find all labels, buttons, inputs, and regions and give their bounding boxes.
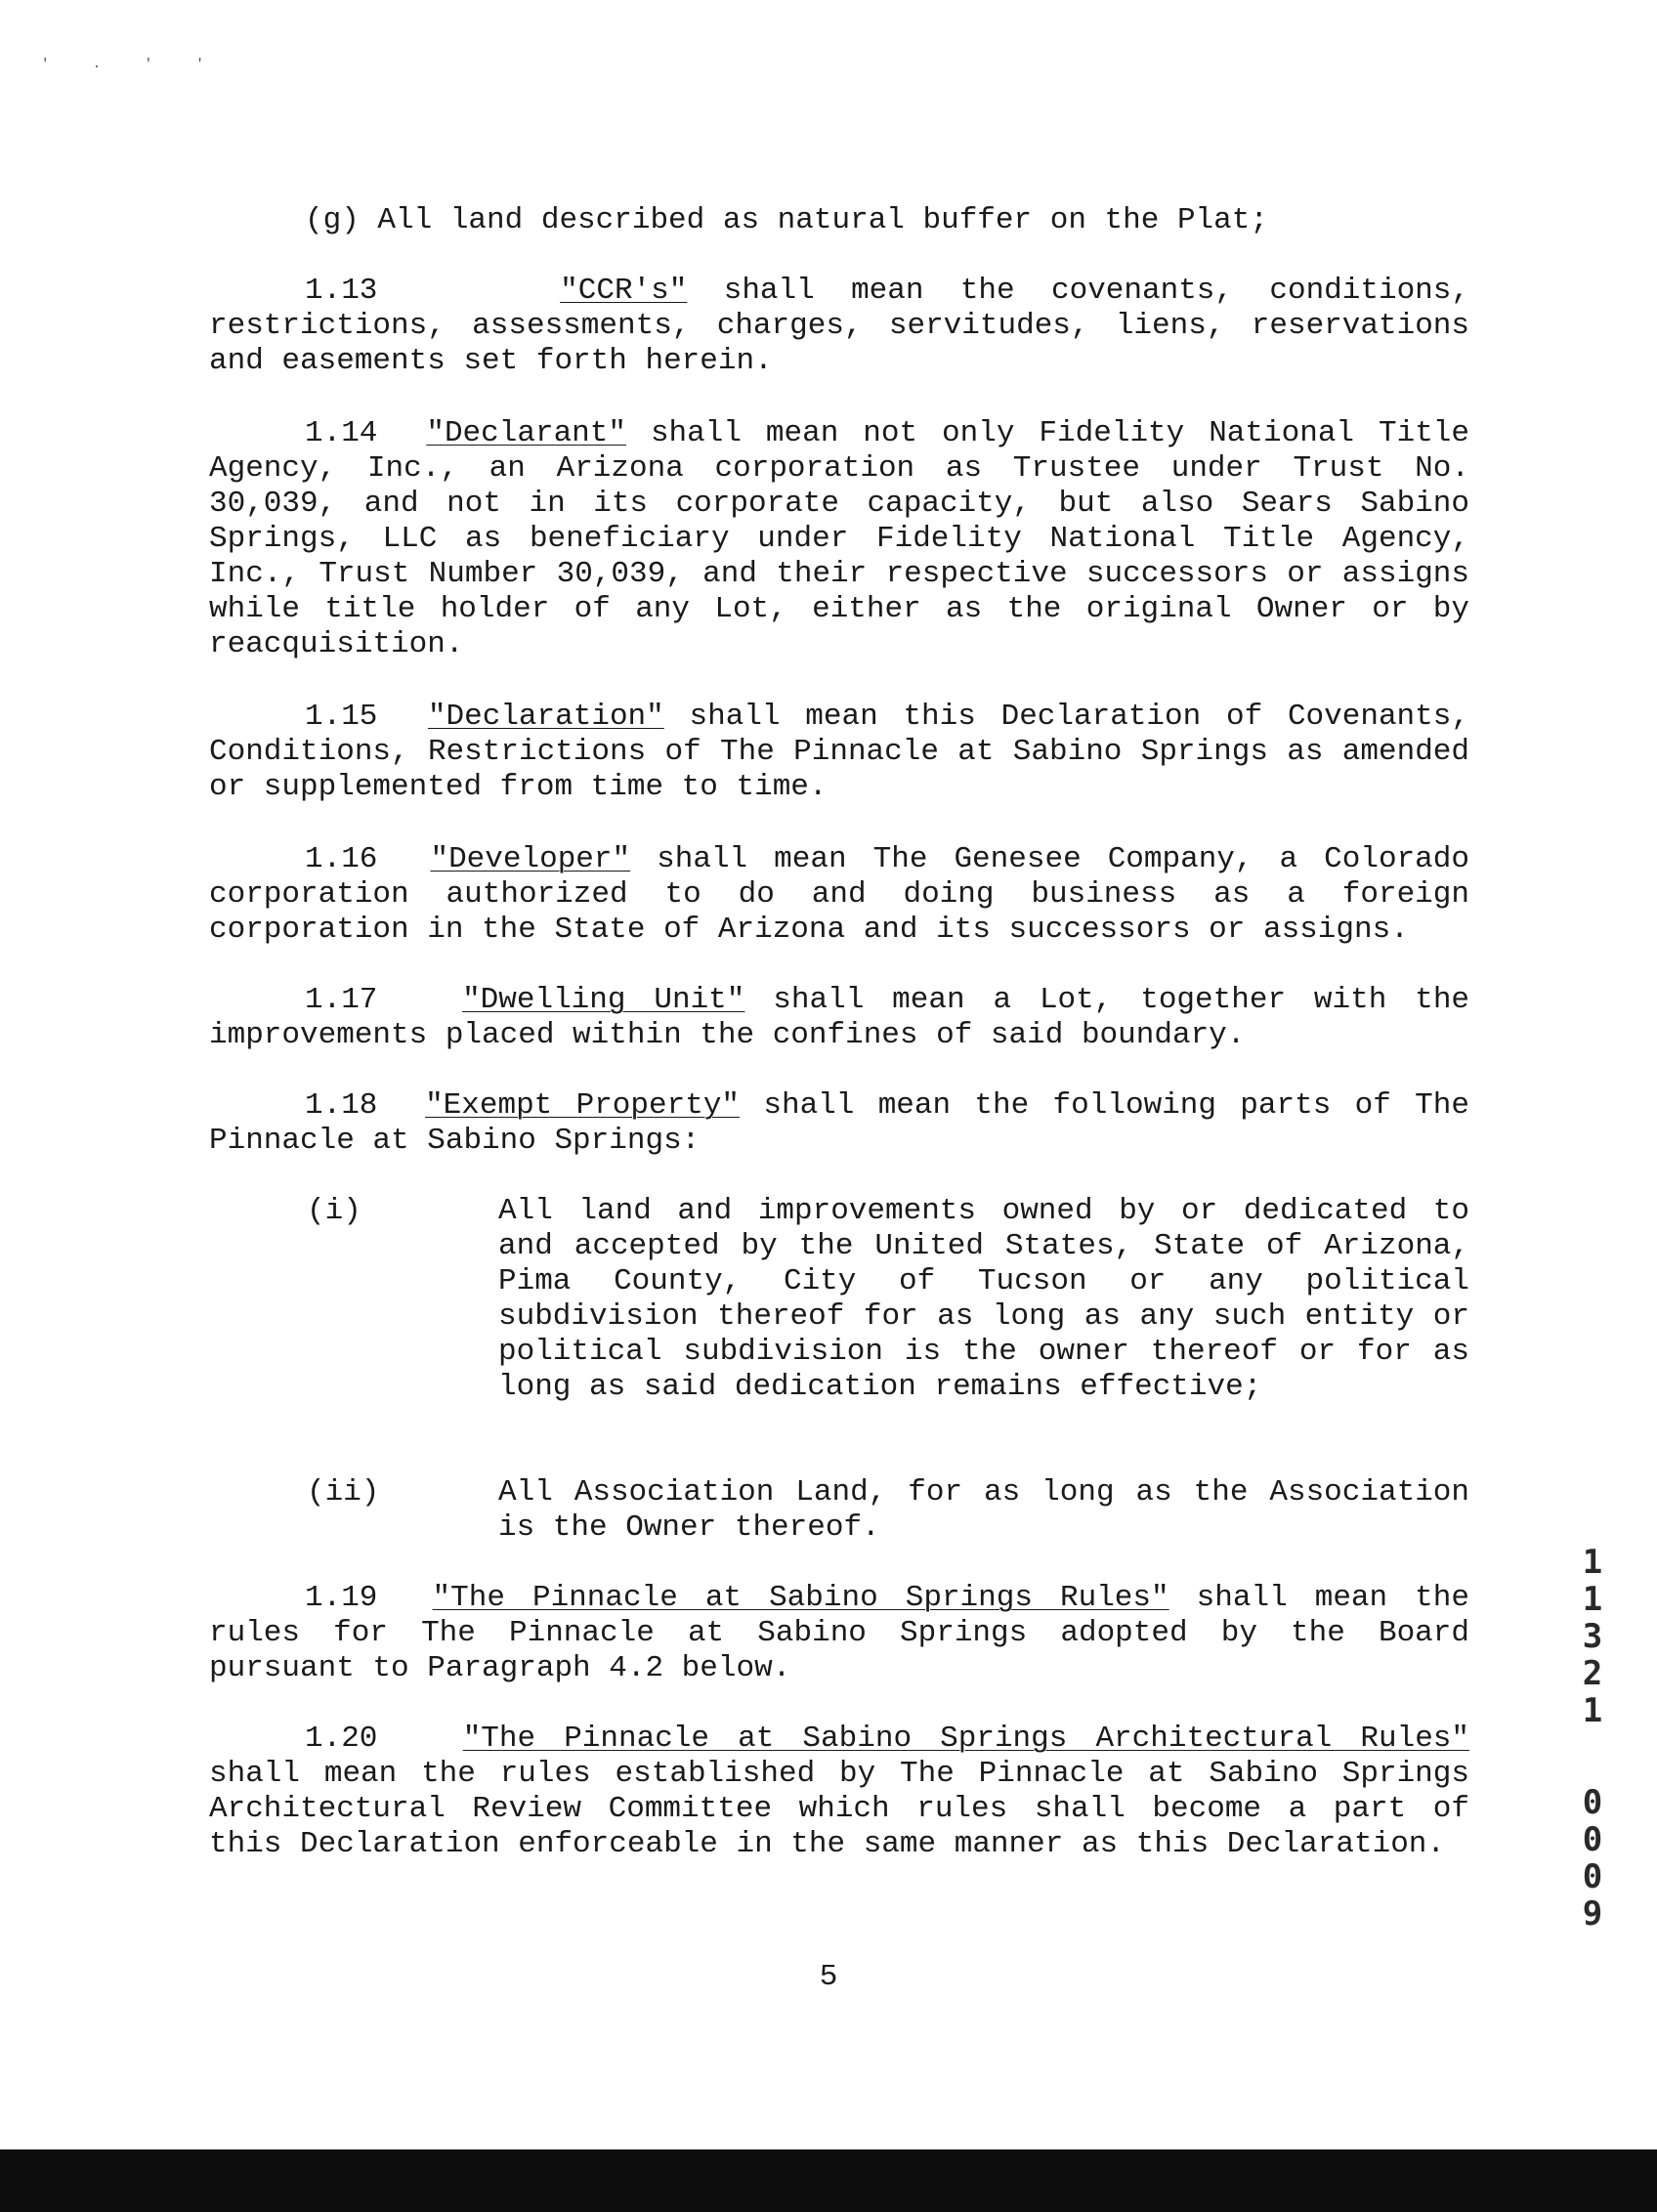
sub-item-ii-text: All Association Land, for as long as the Association is the Owner thereof.: [498, 1475, 1469, 1545]
definition-1-14: [209, 416, 1469, 662]
definition-body: shall mean a Lot, together with the improvements placed within the confines of said boundary.: [209, 983, 1470, 1052]
definition-body: shall mean the following parts of The Pinnacle at Sabino Springs:: [209, 1088, 1469, 1158]
recording-number-stamp: [1575, 1544, 1610, 1933]
section-number: 1.18: [305, 1088, 378, 1123]
definition-1-17: [209, 983, 1469, 1053]
sub-item-i-text: All land and improvements owned by or dedicated to and accepted by the United States, State of Arizona, Pima County, City of Tucson or any political subdivision thereof for as long as any such entity or political subdivision is the owner thereof or for as long as said dedication remains effective;: [498, 1194, 1469, 1404]
page-number: 5: [819, 1960, 838, 1994]
item-g: (g) All land described as natural buffer on the Plat;: [305, 203, 1268, 237]
section-number: 1.13: [305, 274, 378, 308]
section-number: 1.20: [305, 1722, 378, 1756]
definition-body: shall mean this Declaration of Covenants, Conditions, Restrictions of The Pinnacle at Sabino Springs as amended or supplemented from time to time.: [209, 700, 1469, 804]
section-number: 1.14: [305, 416, 378, 450]
definition-body: shall mean the rules for The Pinnacle at Sabino Springs adopted by the Board pursuant to Paragraph 4.2 below.: [209, 1581, 1469, 1685]
stamp-digit: 9: [1582, 1894, 1603, 1934]
definition-body: shall mean The Genesee Company, a Colorado corporation authorized to do and doing business as a foreign corporation in the State of Arizona and its successors or assigns.: [209, 842, 1469, 947]
defined-term: "The Pinnacle at Sabino Springs Rules": [432, 1581, 1169, 1615]
section-number: 1.16: [305, 842, 378, 876]
stamp-digit: 2: [1582, 1654, 1603, 1693]
definition-1-15: [209, 700, 1469, 805]
defined-term: "Declarant": [426, 416, 626, 450]
sub-item-ii-mark: (ii): [307, 1475, 380, 1510]
definition-1-19: [209, 1581, 1469, 1686]
stamp-digit: 0: [1582, 1820, 1603, 1859]
stamp-digit: 1: [1582, 1543, 1603, 1582]
defined-term: "Exempt Property": [425, 1088, 741, 1123]
stamp-digit: 1: [1582, 1691, 1603, 1730]
definition-1-18: [209, 1088, 1469, 1159]
section-number: 1.17: [305, 983, 378, 1017]
stamp-digit: 1: [1582, 1580, 1603, 1619]
stamp-digit: 0: [1582, 1783, 1603, 1822]
definition-body: shall mean the rules established by The Pinnacle at Sabino Springs Architectural Review Committee which rules shall become a part of this Declaration enforceable in the same manner as this Declaration.: [209, 1757, 1469, 1861]
defined-term: "Developer": [430, 842, 631, 876]
definition-1-13: [209, 274, 1469, 379]
definition-body: shall mean not only Fidelity National Title Agency, Inc., an Arizona corporation as Trustee under Trust No. 30,039, and not in its corporate capacity, but also Sears Sabino Springs, LLC as beneficiary under Fidelity National Title Agency, Inc., Trust Number 30,039, and their respective successors or assigns while title holder of any Lot, either as the original Owner or by reacquisition.: [209, 416, 1469, 661]
definition-1-16: [209, 842, 1469, 948]
stamp-gap: [1575, 1729, 1610, 1784]
definition-1-20: [209, 1722, 1469, 1862]
scan-border: [0, 2149, 1657, 2212]
defined-term: "The Pinnacle at Sabino Springs Architectural Rules": [462, 1722, 1469, 1756]
defined-term: "Dwelling Unit": [462, 983, 745, 1017]
section-number: 1.15: [305, 700, 378, 734]
sub-item-i-mark: (i): [307, 1194, 361, 1228]
defined-term: "Declaration": [427, 700, 664, 734]
stamp-digit: 3: [1582, 1617, 1603, 1656]
definition-body: shall mean the covenants, conditions, restrictions, assessments, charges, servitudes, liens, reservations and easements set forth herein.: [209, 274, 1469, 378]
stamp-digit: 0: [1582, 1857, 1603, 1896]
defined-term: "CCR's": [560, 274, 688, 308]
section-number: 1.19: [305, 1581, 378, 1615]
scan-specks: ' . ' ': [41, 57, 222, 72]
